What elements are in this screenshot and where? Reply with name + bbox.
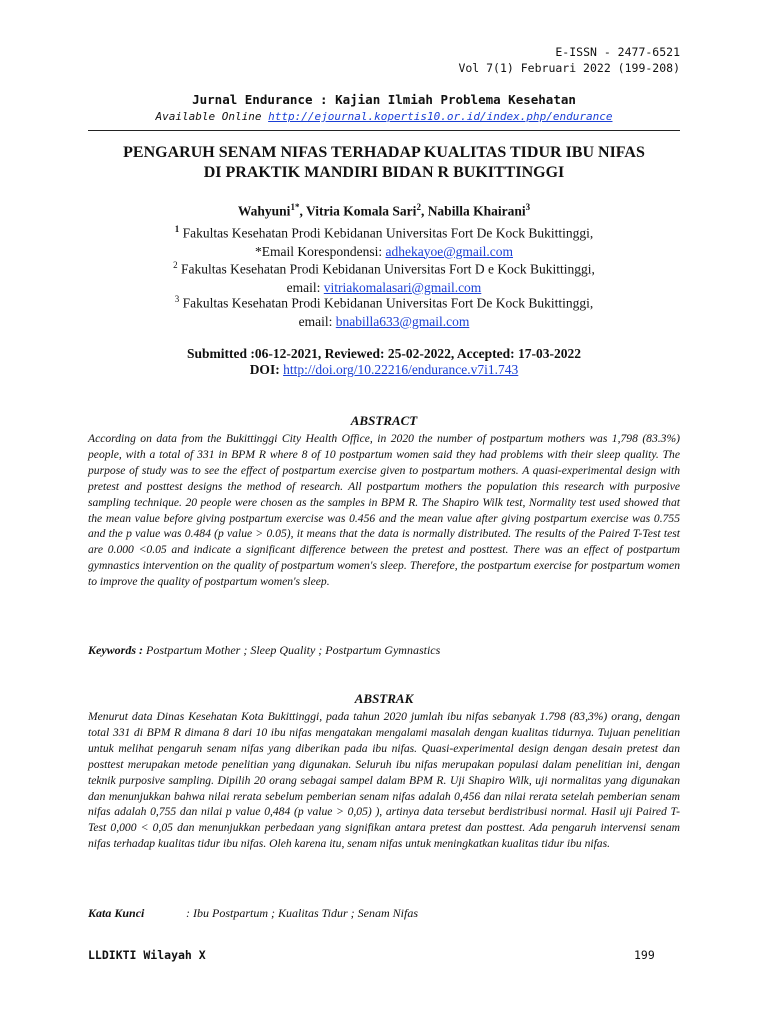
email-link-1[interactable]: adhekayoe@gmail.com <box>385 243 513 259</box>
title-line-2: DI PRAKTIK MANDIRI BIDAN R BUKITTINGGI <box>203 164 565 181</box>
title-line-1: PENGARUH SENAM NIFAS TERHADAP KUALITAS TIDUR IBU NIFAS <box>123 144 645 161</box>
affiliation-1 <box>0 220 768 261</box>
aff-2-email-label: email: <box>286 279 324 295</box>
volume-info: Vol 7(1) Februari 2022 (199-208) <box>458 61 680 75</box>
abstrak-heading: ABSTRAK <box>354 691 414 706</box>
available-online <box>0 110 768 123</box>
doi <box>0 362 768 378</box>
kata-kunci-text: : Ibu Postpartum ; Kualitas Tidur ; Senam Nifas <box>186 906 419 920</box>
page-number: 199 <box>634 948 655 962</box>
available-label: Available Online <box>155 110 262 123</box>
issn: E-ISSN - 2477-6521 <box>555 45 680 59</box>
keywords <box>88 643 440 658</box>
keywords-text: Postpartum Mother ; Sleep Quality ; Postpartum Gymnastics <box>143 643 441 657</box>
abstrak-text: Menurut data Dinas Kesehatan Kota Bukittinggi, pada tahun 2020 jumlah ibu nifas sebanyak 1.798 (83,3%) orang, dengan total 331 di BPM R dimana 8 dari 10 ibu nifas mengatakan mengalami masalah dengan kualitas tidurnya. Tujuan penelitian untuk melihat pengaruh senam nifas yang diberikan pada ibu nifas. Quasi-experimental design dengan desain pretest dan posttest merupakan metode penelitian yang digunakan. Seluruh ibu nifas merupakan populasi dalam penelitian ini, dengan teknik purposive sampling. Dipilih 20 orang sebagai sampel dalam BPM R. Uji Shapiro Wilk, uji normalitas yang digunakan dan menunjukkan bahwa nilai rerata sebelum pemberian senam nifas adalah 0,456 dan nilai rerata setelah pemberian senam nifas adalah 0,755 dan nilai p value 0,484 (p value > 0,05) ), artinya data tersebut berdistribusi normal. Hasil uji Paired T-Test 0,000 < 0,05 dan menunjukkan perbedaan yang signifikan antara pretest dan posttest. Ada pengaruh intervensi senam nifas terhadap kualitas tidur ibu nifas. Oleh karena itu, senam nifas untuk meningkatkan kualitas tidur ibu nifas. <box>88 710 680 851</box>
issn-block <box>458 44 680 76</box>
author-3-sup: 3 <box>525 202 531 212</box>
aff-1-num: 1 <box>174 224 180 234</box>
keywords-label: Keywords : <box>88 643 143 657</box>
affiliation-3 <box>0 290 768 331</box>
author-2-sup: 2 <box>416 202 421 212</box>
aff-2-text: Fakultas Kesehatan Prodi Kebidanan Universitas Fort D e Kock Bukittinggi, <box>177 261 595 277</box>
kata-kunci <box>88 906 419 921</box>
aff-1-email-label: *Email Korespondensi: <box>255 243 386 259</box>
header-divider <box>88 130 680 131</box>
author-1-sup: 1* <box>290 202 300 212</box>
aff-3-text: Fakultas Kesehatan Prodi Kebidanan Universitas Fort De Kock Bukittinggi, <box>179 295 594 311</box>
author-1: Wahyuni <box>237 203 291 219</box>
aff-2-num: 2 <box>173 260 178 270</box>
doi-link[interactable]: http://doi.org/10.22216/endurance.v7i1.743 <box>283 362 519 377</box>
article-title <box>60 143 708 183</box>
journal-title: Jurnal Endurance : Kajian Ilmiah Problema Kesehatan <box>192 92 576 107</box>
author-2: , Vitria Komala Sari <box>299 203 417 219</box>
aff-1-text: Fakultas Kesehatan Prodi Kebidanan Universitas Fort De Kock Bukittinggi, <box>179 225 594 241</box>
journal-url-link[interactable]: http://ejournal.kopertis10.or.id/index.php/endurance <box>268 110 613 123</box>
author-list <box>0 202 768 220</box>
submission-dates: Submitted :06-12-2021, Reviewed: 25-02-2022, Accepted: 17-03-2022 <box>186 346 582 361</box>
kata-kunci-label: Kata Kunci <box>88 906 145 920</box>
author-3: , Nabilla Khairani <box>420 203 526 219</box>
doi-label: DOI: <box>249 362 284 377</box>
email-link-2[interactable]: vitriakomalasari@gmail.com <box>323 279 482 295</box>
abstract-heading: ABSTRACT <box>350 413 418 428</box>
footer-institution: LLDIKTI Wilayah X <box>88 948 206 962</box>
aff-3-num: 3 <box>174 294 180 304</box>
abstract-text: According on data from the Bukittinggi City Health Office, in 2020 the number of postpartum mothers was 1,798 (83.3%) people, with a total of 331 in BPM R where 8 of 10 postpartum women said they had problems with their sleep quality. The purpose of study was to see the effect of postpartum exercise given to postpartum mothers. A quasi-experimental design with pretest and posttest designs the method of research. All postpartum mothers the population this research with purposive sampling technique. 20 people were chosen as the samples in BPM R. The Shapiro Wilk test, Normality test used showed that the mean value before giving postpartum exercise was 0.456 and the mean value after giving postpartum exercise was 0.755 and the p value was 0.484 (p value > 0.05), it means that the data is normally distributed. The results of the Paired T-Test test are 0.000 <0.05 and indicate a significant difference between the pretest and posttest. There was an effect of postpartum gymnastics intervention on the quality of postpartum women's sleep. Therefore, the postpartum exercise for postpartum women to improve the quality of postpartum women's sleep. <box>88 432 680 589</box>
aff-3-email-label: email: <box>298 313 336 329</box>
email-link-3[interactable]: bnabilla633@gmail.com <box>335 313 470 329</box>
